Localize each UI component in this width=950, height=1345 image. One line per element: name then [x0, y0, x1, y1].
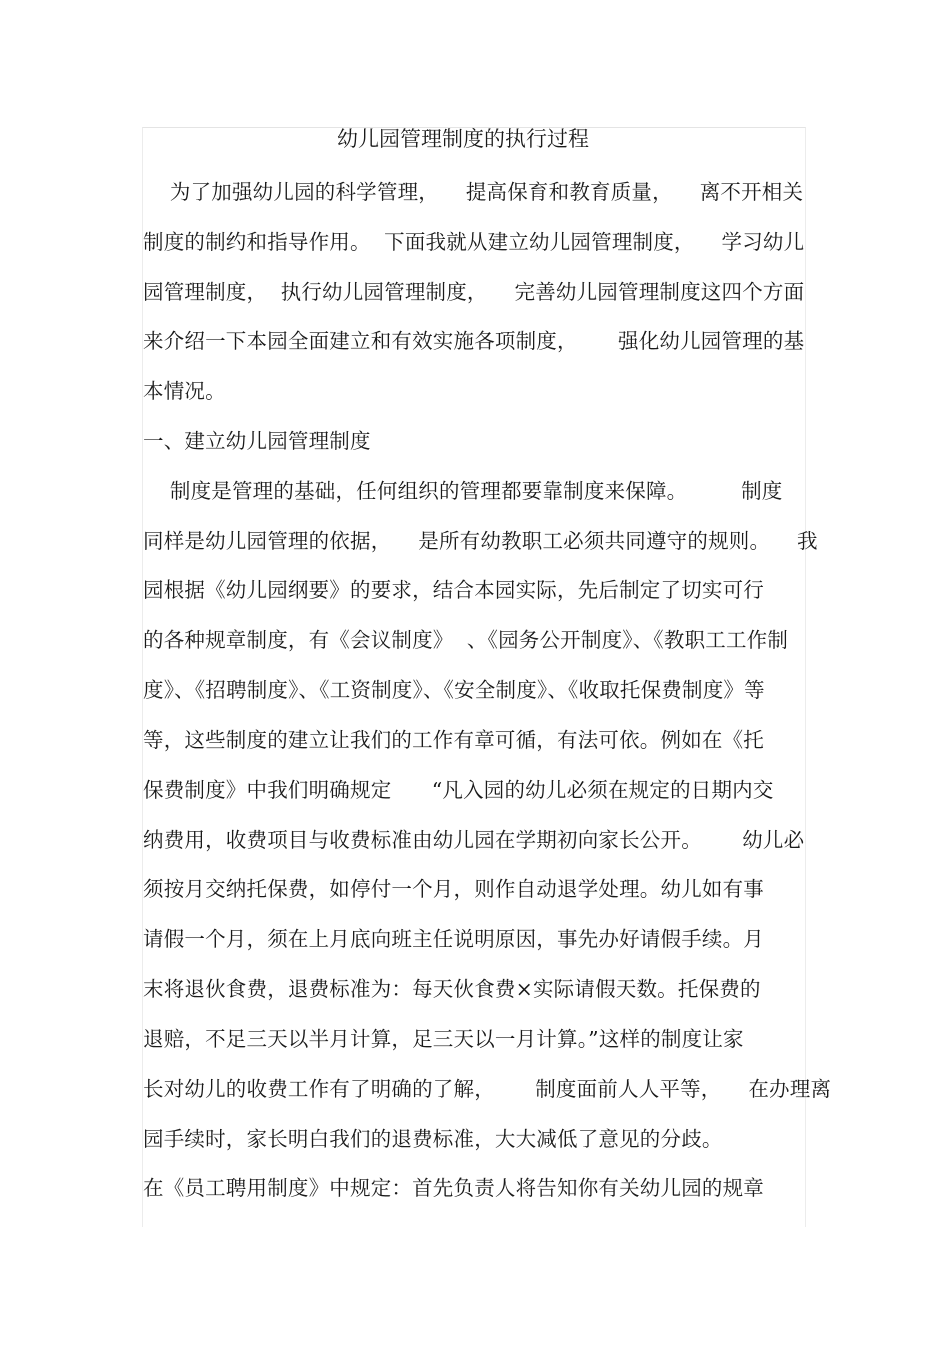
paragraph-line: 纳费用，收费项目与收费标准由幼儿园在学期初向家长公开。 幼儿必	[143, 828, 805, 852]
paragraph-line: 的各种规章制度，有《会议制度》 、《园务公开制度》、《教职工工作制	[143, 628, 789, 652]
paragraph-line: 末将退伙食费，退费标准为：每天伙食费×实际请假天数。托保费的	[143, 977, 761, 1001]
paragraph-line: 退赔，不足三天以半月计算，足三天以一月计算。”这样的制度让家	[143, 1027, 744, 1051]
paragraph-line: 须按月交纳托保费，如停付一个月，则作自动退学处理。幼儿如有事	[143, 877, 764, 901]
paragraph-line: 本情况。	[143, 379, 226, 403]
document-title: 幼儿园管理制度的执行过程	[337, 127, 589, 151]
paragraph-line: 为了加强幼儿园的科学管理， 提高保育和教育质量， 离不开相关	[143, 180, 804, 204]
paragraph-line: 来介绍一下本园全面建立和有效实施各项制度， 强化幼儿园管理的基	[143, 329, 805, 353]
paragraph-line: 制度的制约和指导作用。 下面我就从建立幼儿园管理制度， 学习幼儿	[143, 230, 805, 254]
paragraph-line: 请假一个月，须在上月底向班主任说明原因，事先办好请假手续。月	[143, 927, 764, 951]
paragraph-line: 园管理制度， 执行幼儿园管理制度， 完善幼儿园管理制度这四个方面	[143, 280, 805, 304]
paragraph-line: 同样是幼儿园管理的依据， 是所有幼教职工必须共同遵守的规则。 我	[143, 529, 818, 553]
paragraph-line: 制度是管理的基础，任何组织的管理都要靠制度来保障。 制度	[143, 479, 783, 503]
paragraph-line: 在《员工聘用制度》中规定：首先负责人将告知你有关幼儿园的规章	[143, 1176, 764, 1200]
paragraph-line: 度》、《招聘制度》、《工资制度》、《安全制度》、《收取托保费制度》等	[143, 678, 765, 702]
paragraph-line: 园手续时，家长明白我们的退费标准，大大减低了意见的分歧。	[143, 1127, 723, 1151]
paragraph-line: 园根据《幼儿园纲要》的要求，结合本园实际，先后制定了切实可行	[143, 578, 764, 602]
paragraph-line: 保费制度》中我们明确规定 “凡入园的幼儿必须在规定的日期内交	[143, 778, 774, 802]
section-heading: 一、建立幼儿园管理制度	[143, 429, 371, 453]
paragraph-line: 长对幼儿的收费工作有了明确的了解， 制度面前人人平等， 在办理离	[143, 1077, 832, 1101]
paragraph-line: 等，这些制度的建立让我们的工作有章可循，有法可依。例如在《托	[143, 728, 764, 752]
